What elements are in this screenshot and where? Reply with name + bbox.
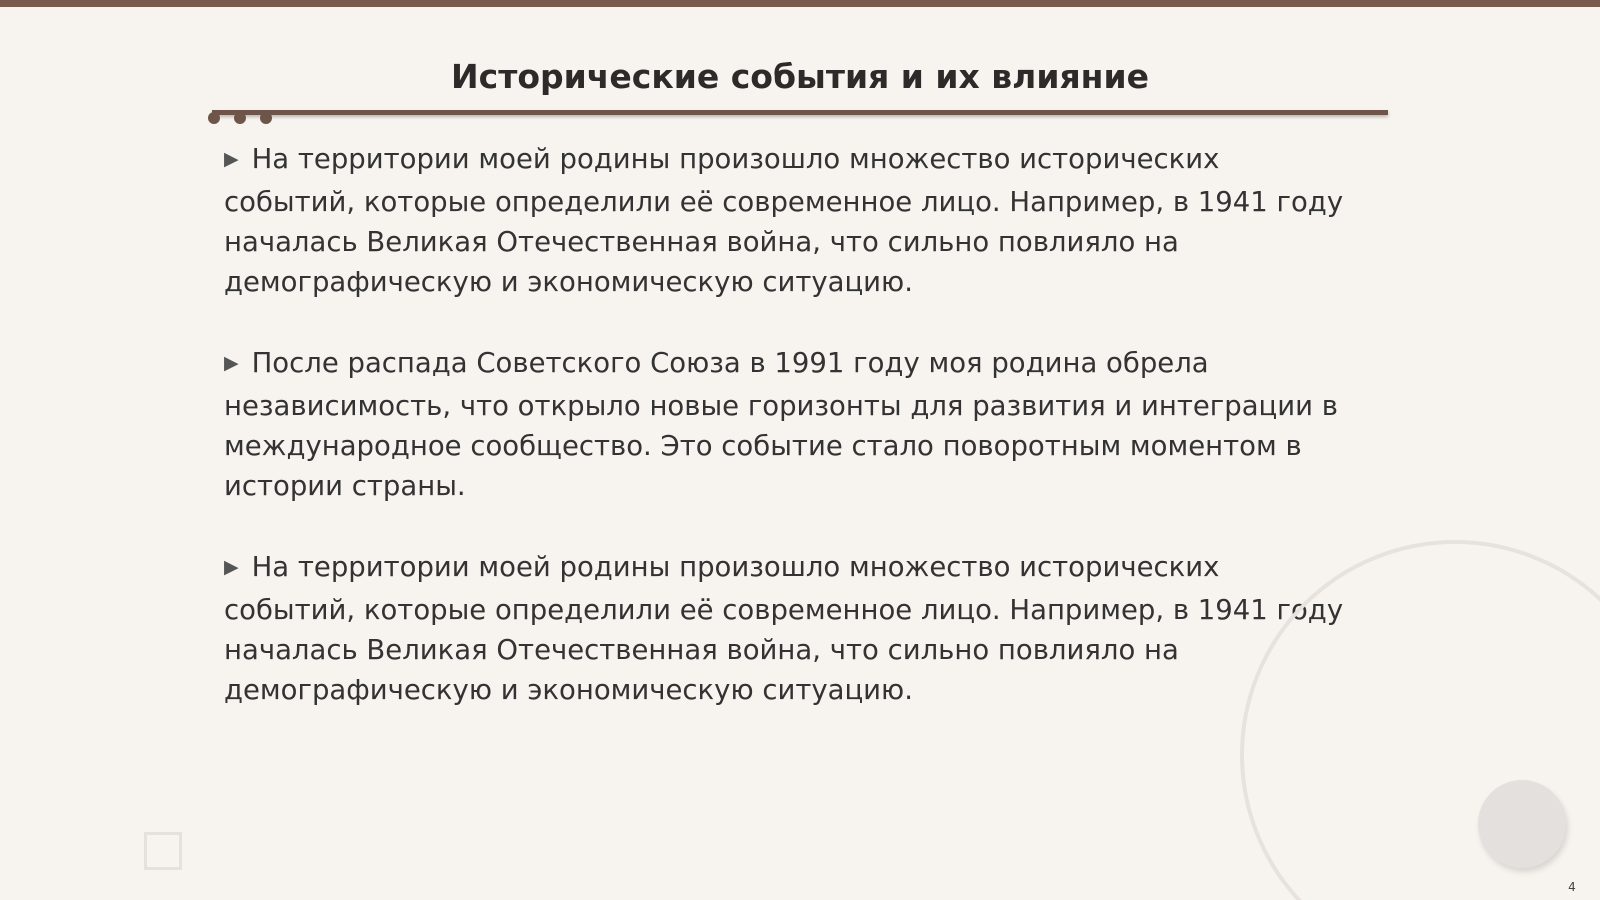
triangle-bullet-icon: ▶ — [224, 352, 239, 374]
rule-dot-1 — [208, 112, 220, 124]
bullet-text: На территории моей родины произошло множество исторических событий, которые определили её современное лицо. Например, в 1941 году началась Великая Отечественная война, что сильно повлияло на демографическую и экономическую ситуацию. — [224, 143, 1344, 298]
top-accent-bar — [0, 0, 1600, 7]
triangle-bullet-icon: ▶ — [224, 148, 239, 170]
bullet-text: После распада Советского Союза в 1991 году моя родина обрела независимость, что открыло новые горизонты для развития и интеграции в международное сообщество. Это событие стало поворотным моментом в истории страны. — [224, 347, 1338, 502]
bullet-list — [224, 139, 1344, 751]
rule-dot-2 — [234, 112, 246, 124]
rule-dot-3 — [260, 112, 272, 124]
page-number: 4 — [1568, 880, 1576, 894]
bullet-text: На территории моей родины произошло множество исторических событий, которые определили её современное лицо. Например, в 1941 году началась Великая Отечественная война, что сильно повлияло на демографическую и экономическую ситуацию. — [224, 551, 1344, 706]
bullet-item-2 — [224, 343, 1344, 506]
decorative-square — [144, 832, 182, 870]
triangle-bullet-icon: ▶ — [224, 556, 239, 578]
bullet-item-3 — [224, 547, 1344, 710]
decorative-circle — [1478, 780, 1566, 868]
title-underline — [212, 110, 1388, 115]
slide-title: Исторические события и их влияние — [451, 57, 1149, 96]
bullet-item-1 — [224, 139, 1344, 302]
